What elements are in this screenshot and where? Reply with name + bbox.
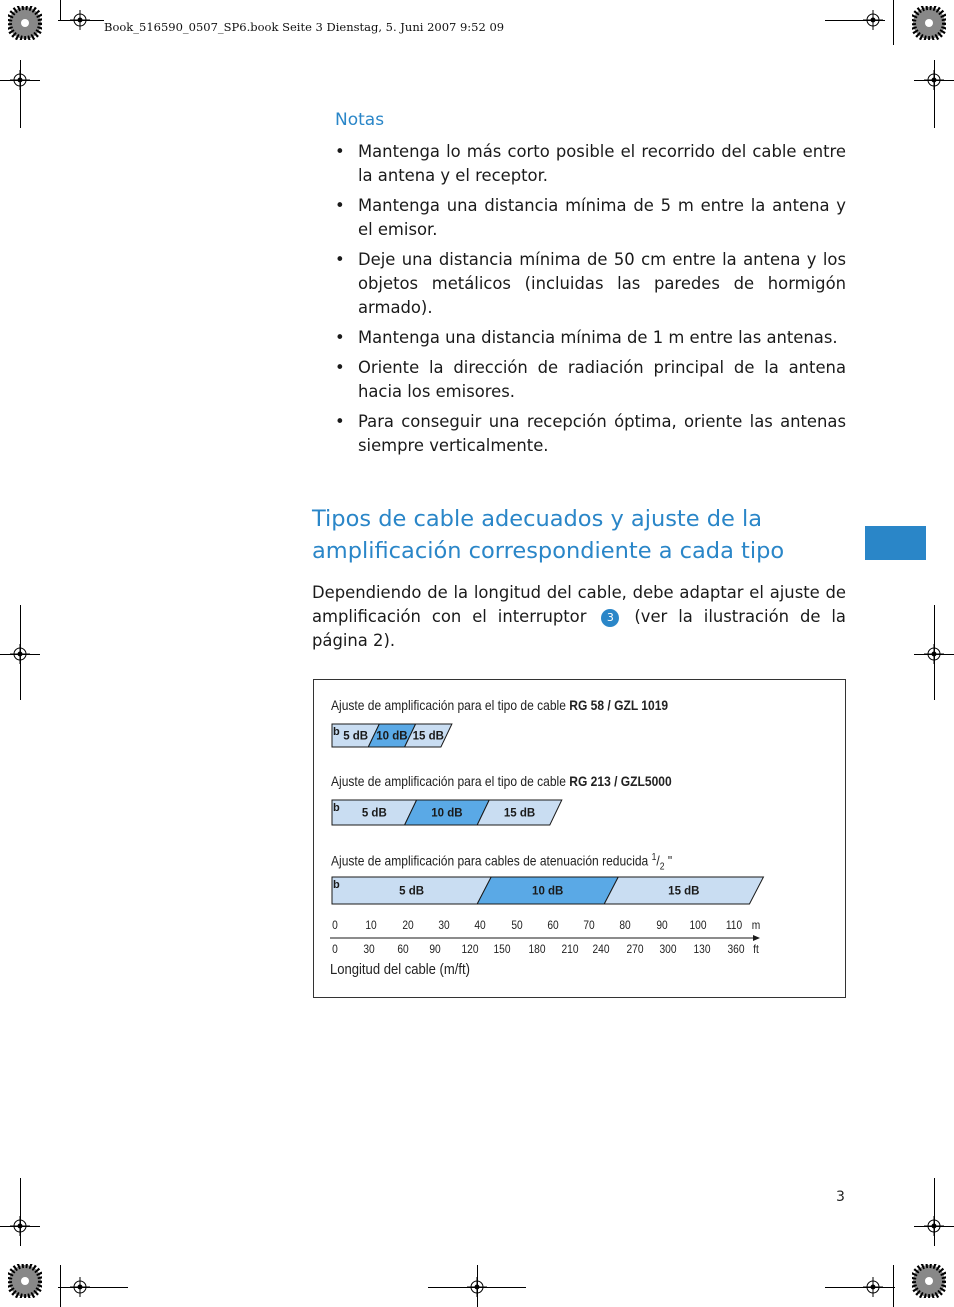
gain-segment-label: 10 dB bbox=[431, 807, 463, 820]
cable-type: RG 58 / GZL 1019 bbox=[569, 697, 669, 713]
axis-m-tick-label: 80 bbox=[619, 918, 632, 932]
cable-type: RG 213 / GZL5000 bbox=[569, 773, 672, 789]
axis-m-tick-label: 10 bbox=[365, 918, 377, 932]
gain-segment-label: 15 dB bbox=[668, 885, 700, 898]
axis-ft-tick-label: 0 bbox=[332, 942, 338, 956]
axis-m-tick-label: 40 bbox=[474, 918, 486, 932]
axis-arrow-icon bbox=[753, 935, 760, 941]
gain-segment-label: 5 dB bbox=[343, 730, 369, 743]
fraction-numerator: 1 bbox=[651, 852, 657, 863]
axis-ft-tick-label: 30 bbox=[363, 942, 375, 956]
intro-text-after: (ver la ilustración de la página 2). bbox=[312, 607, 846, 650]
axis-m-tick-label: 50 bbox=[510, 918, 523, 932]
fraction-denominator: 2 bbox=[659, 861, 665, 873]
axis-ft-tick-label: 210 bbox=[561, 942, 579, 956]
row-label-prefix: Ajuste de amplificación para el tipo de cable bbox=[331, 773, 570, 789]
note-text: Deje una distancia mínima de 50 cm entre la antena y los objetos metálicos (incluidas las paredes de hormigón armado). bbox=[358, 250, 846, 317]
axis-m-tick-label: 30 bbox=[438, 918, 450, 932]
bullet-icon: • bbox=[335, 358, 345, 377]
axis-ft-tick-label: 360 bbox=[727, 942, 745, 956]
note-text: Oriente la dirección de radiación principal de la antena hacia los emisores. bbox=[358, 358, 846, 401]
axis-ft-tick-label: 270 bbox=[626, 942, 644, 956]
axis-ft-unit: ft bbox=[753, 942, 759, 956]
gain-segment-label: 10 dB bbox=[376, 730, 408, 743]
bullet-icon: • bbox=[335, 328, 345, 347]
axis-m-tick-label: 100 bbox=[689, 918, 707, 932]
axis-m-unit: m bbox=[751, 918, 761, 932]
axis-m-tick-label: 0 bbox=[332, 918, 338, 932]
axis-m-tick-label: 90 bbox=[656, 918, 668, 932]
bullet-icon: • bbox=[335, 142, 345, 161]
axis-ft-tick-label: 180 bbox=[528, 942, 546, 956]
notes-heading: Notas bbox=[335, 110, 385, 130]
axis-ft-tick-label: 300 bbox=[659, 942, 677, 956]
row-marker: b bbox=[333, 879, 340, 891]
axis-ft-tick-label: 60 bbox=[397, 942, 409, 956]
bullet-icon: • bbox=[335, 250, 345, 269]
note-text: Mantenga una distancia mínima de 1 m entre las antenas. bbox=[358, 328, 838, 347]
gain-segment-label: 15 dB bbox=[503, 807, 536, 820]
row-label-prefix: Ajuste de amplificación para el tipo de cable bbox=[331, 697, 570, 713]
axis-caption: Longitud del cable (m/ft) bbox=[330, 961, 471, 978]
switch-number-badge: 3 bbox=[601, 609, 619, 627]
axis-m-tick-label: 60 bbox=[547, 918, 559, 932]
axis-m-tick-label: 110 bbox=[726, 918, 743, 932]
row-marker: b bbox=[333, 802, 340, 814]
axis-ft-tick-label: 130 bbox=[693, 942, 711, 956]
axis-m-tick-label: 20 bbox=[401, 918, 414, 932]
bullet-icon: • bbox=[335, 412, 345, 431]
axis-ft-tick-label: 90 bbox=[429, 942, 441, 956]
axis-ft-tick-label: 120 bbox=[461, 942, 479, 956]
note-text: Mantenga lo más corto posible el recorrido del cable entre la antena y el receptor. bbox=[358, 142, 846, 185]
page-number: 3 bbox=[836, 1189, 845, 1205]
note-text: Para conseguir una recepción óptima, oriente las antenas siempre verticalmente. bbox=[358, 412, 846, 455]
bullet-icon: • bbox=[335, 196, 345, 215]
row-label-low-loss: Ajuste de amplificación para cables de atenuación reducida $^1/_2$ " bbox=[331, 852, 673, 873]
axis-ft-tick-label: 240 bbox=[592, 942, 610, 956]
gain-segment-label: 10 dB bbox=[532, 885, 564, 898]
note-text: Mantenga una distancia mínima de 5 m entre la antena y el emisor. bbox=[358, 196, 846, 239]
row-marker: b bbox=[333, 726, 340, 738]
axis-ft-tick-label: 150 bbox=[493, 942, 511, 956]
gain-segment-label: 5 dB bbox=[399, 885, 425, 898]
intro-text-before: Dependiendo de la longitud del cable, debe adaptar el ajuste de amplificación con el interruptor bbox=[312, 583, 846, 626]
row-label-suffix: " bbox=[664, 852, 673, 869]
gain-segment-label: 15 dB bbox=[412, 730, 444, 743]
print-header: Book_516590_0507_SP6.book Seite 3 Dienstag, 5. Juni 2007 9:52 09 bbox=[104, 20, 505, 34]
section-title: Tipos de cable adecuados y ajuste de la amplificación correspondiente a cada tipo bbox=[312, 506, 785, 564]
row-label-prefix: Ajuste de amplificación para cables de atenuación reducida bbox=[331, 852, 652, 869]
gain-segment-label: 5 dB bbox=[361, 807, 387, 820]
axis-m-tick-label: 70 bbox=[583, 918, 595, 932]
